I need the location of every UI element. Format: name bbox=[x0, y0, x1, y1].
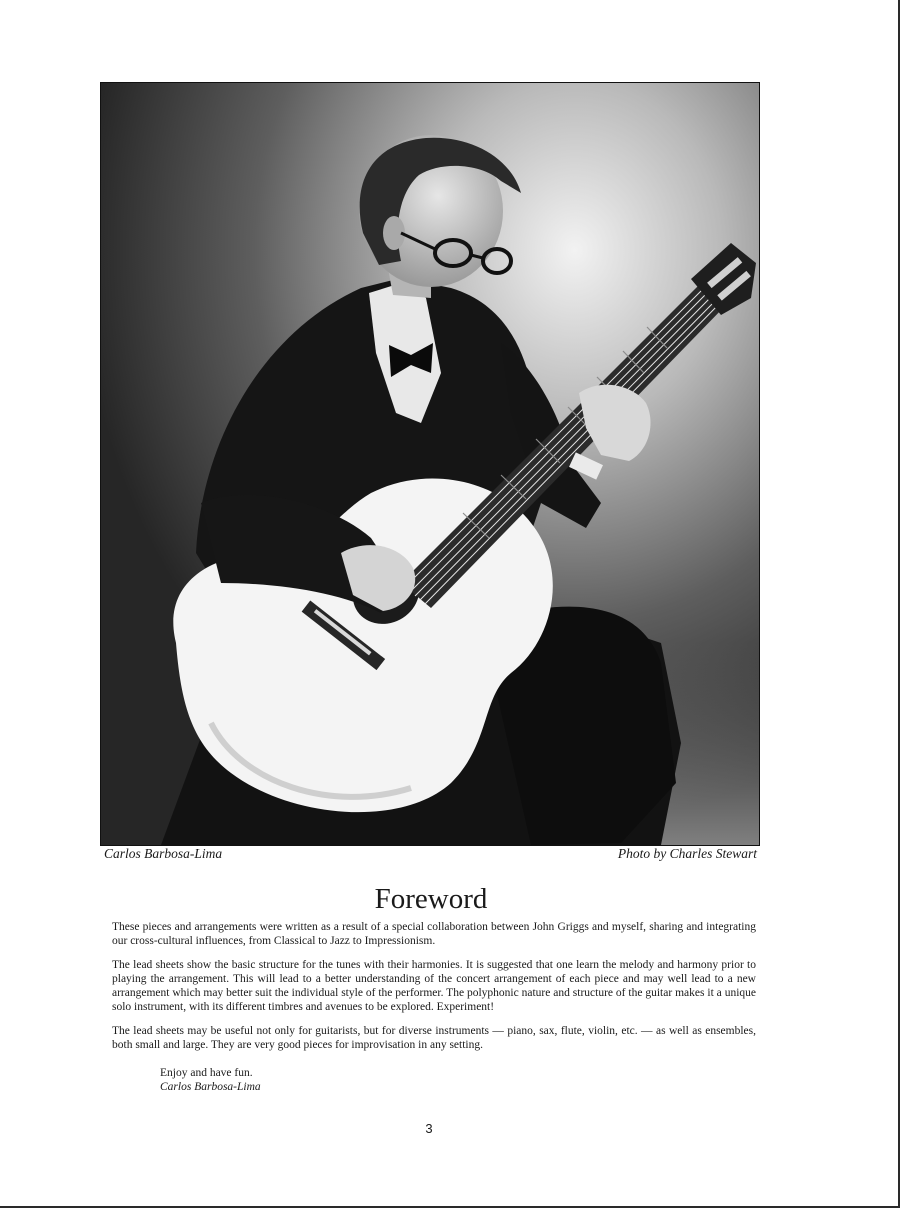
closing-line: Enjoy and have fun. bbox=[160, 1067, 253, 1079]
guitarist-photo-illustration bbox=[101, 83, 759, 845]
foreword-body bbox=[112, 920, 756, 1062]
author-signature: Carlos Barbosa-Lima bbox=[160, 1081, 261, 1093]
guitarist-photo bbox=[100, 82, 760, 846]
foreword-paragraph-3: The lead sheets may be useful not only for guitarists, but for diverse instruments — piano, sax, flute, violin, etc. — as well as ensembles, both small and large. They are very good pieces for improvisation in any setting. bbox=[112, 1025, 756, 1051]
page-number: 3 bbox=[425, 1121, 433, 1136]
page-title: Foreword bbox=[374, 883, 488, 915]
photo-caption-subject: Carlos Barbosa-Lima bbox=[104, 846, 223, 861]
foreword-paragraph-1: These pieces and arrangements were written as a result of a special collaboration between John Griggs and myself, sharing and integrating our cross-cultural influences, from Classical to Jazz to Impressionism. bbox=[112, 921, 756, 947]
photo-caption-credit: Photo by Charles Stewart bbox=[617, 846, 757, 861]
signoff bbox=[160, 1066, 261, 1094]
foreword-paragraph-2: The lead sheets show the basic structure for the tunes with their harmonies. It is suggested that one learn the melody and harmony prior to playing the arrangement. This will lead to a better understanding of the concert arrangement of each piece and may well lead to a new arrangement which may better suit the individual style of the performer. The polyphonic nature and structure of the guitar makes it a unique solo instrument, with its different timbres and avenues to be explored. Experiment! bbox=[112, 959, 756, 1013]
